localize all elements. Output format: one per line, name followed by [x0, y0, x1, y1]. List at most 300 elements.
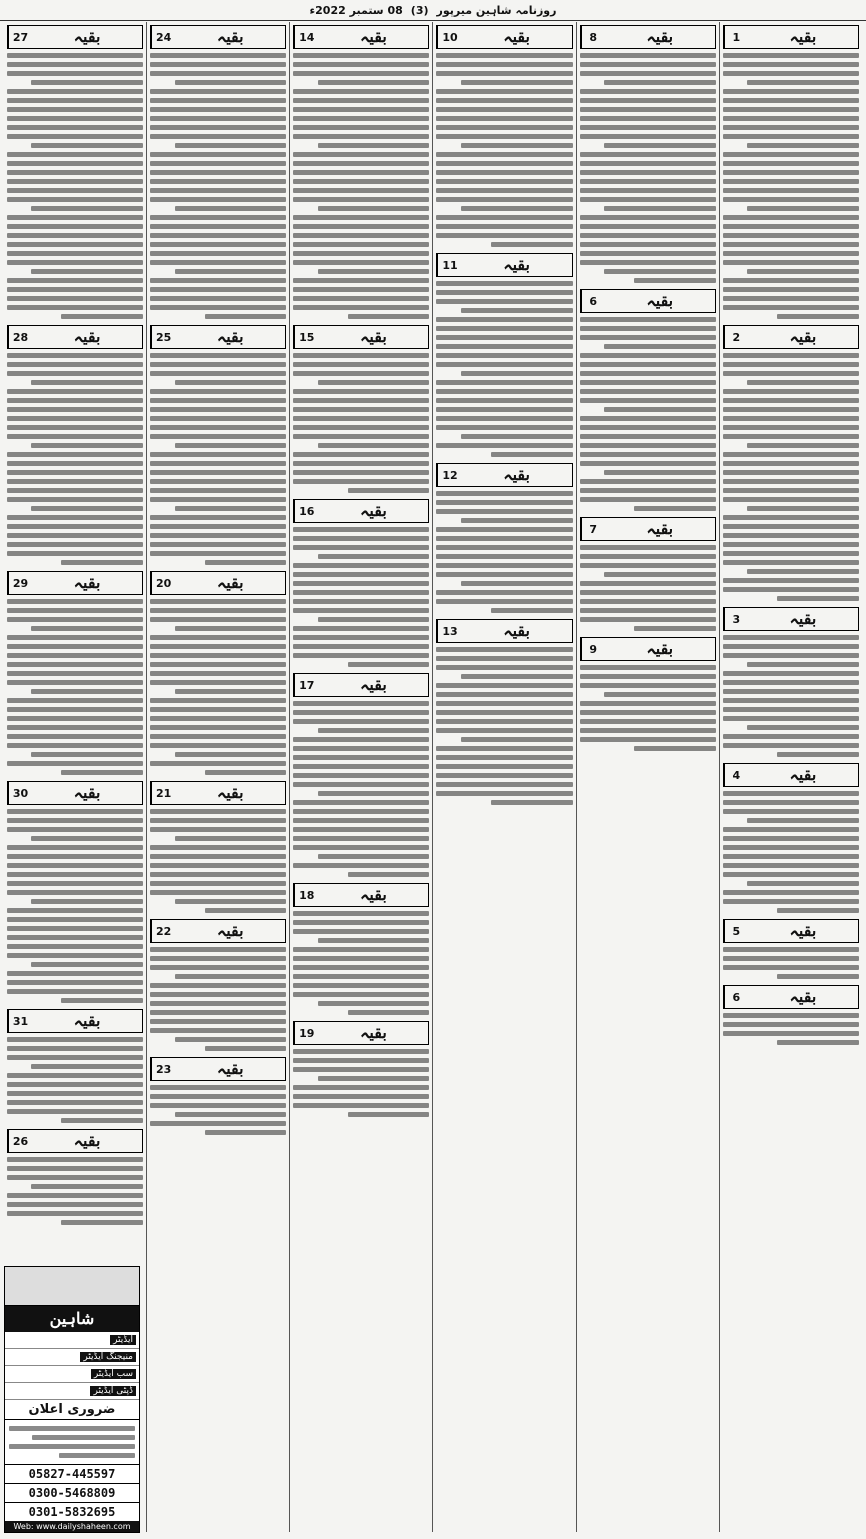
staff-row — [5, 1332, 139, 1349]
text-line — [436, 746, 572, 751]
text-line — [7, 287, 143, 292]
text-line — [461, 518, 573, 523]
text-line — [7, 488, 143, 493]
story-number: 13 — [437, 620, 461, 642]
text-line — [580, 98, 716, 103]
text-line — [150, 479, 286, 484]
text-line — [150, 260, 286, 265]
continuation-header — [723, 607, 859, 631]
text-line — [723, 653, 859, 658]
text-line — [723, 353, 859, 358]
text-line — [150, 698, 286, 703]
continuation-header — [293, 25, 429, 49]
text-line — [205, 1046, 287, 1051]
staff-row — [5, 1383, 139, 1400]
text-line — [150, 662, 286, 667]
text-line — [318, 80, 430, 85]
text-line — [150, 161, 286, 166]
text-line — [175, 206, 287, 211]
text-line — [150, 1019, 286, 1024]
story-number: 6 — [581, 290, 605, 312]
text-line — [348, 872, 430, 877]
text-line — [150, 71, 286, 76]
text-line — [150, 827, 286, 832]
text-line — [461, 581, 573, 586]
text-line — [723, 179, 859, 184]
text-line — [293, 53, 429, 58]
story-number: 25 — [151, 326, 175, 348]
text-line — [7, 635, 143, 640]
text-line — [7, 881, 143, 886]
text-line — [7, 371, 143, 376]
text-line — [436, 89, 572, 94]
text-line — [150, 818, 286, 823]
story — [436, 253, 572, 457]
text-line — [723, 533, 859, 538]
text-line — [318, 938, 430, 943]
text-line — [580, 728, 716, 733]
text-line — [150, 116, 286, 121]
text-line — [723, 854, 859, 859]
text-line — [436, 344, 572, 349]
continuation-label: بقیہ — [360, 27, 387, 46]
text-line — [31, 269, 143, 274]
text-line — [61, 560, 143, 565]
text-line — [150, 287, 286, 292]
text-line — [293, 983, 429, 988]
text-line — [293, 773, 429, 778]
text-line — [150, 956, 286, 961]
continuation-label: بقیہ — [216, 1059, 244, 1078]
story-number: 26 — [8, 1130, 32, 1152]
text-line — [293, 635, 429, 640]
text-line — [580, 335, 716, 340]
text-line — [348, 1112, 430, 1117]
text-line — [293, 1049, 429, 1054]
text-line — [580, 89, 716, 94]
text-line — [7, 407, 143, 412]
text-line — [747, 569, 859, 574]
story — [150, 25, 286, 319]
text-line — [7, 251, 143, 256]
text-line — [150, 1028, 286, 1033]
text-line — [318, 617, 430, 622]
text-line — [580, 251, 716, 256]
column-5 — [146, 22, 289, 1532]
text-line — [293, 452, 429, 457]
text-line — [7, 1091, 143, 1096]
text-line — [723, 890, 859, 895]
text-line — [436, 116, 572, 121]
text-line — [7, 1193, 143, 1198]
text-line — [436, 398, 572, 403]
text-line — [150, 608, 286, 613]
text-line — [150, 716, 286, 721]
text-line — [436, 98, 572, 103]
story-number: 28 — [8, 326, 32, 348]
text-line — [777, 314, 859, 319]
text-line — [634, 626, 716, 631]
text-line — [293, 911, 429, 916]
text-line — [293, 278, 429, 283]
text-line — [436, 692, 572, 697]
text-line — [723, 107, 859, 112]
text-line — [293, 98, 429, 103]
text-line — [723, 524, 859, 529]
text-line — [293, 836, 429, 841]
text-line — [7, 953, 143, 958]
text-line — [7, 1157, 143, 1162]
text-line — [318, 854, 430, 859]
text-line — [723, 260, 859, 265]
text-line — [318, 1076, 430, 1081]
text-line — [293, 125, 429, 130]
story — [436, 463, 572, 613]
text-line — [436, 701, 572, 706]
continuation-header — [723, 985, 859, 1009]
text-line — [436, 71, 572, 76]
paper-name: روزنامہ شاہین میرپور — [436, 3, 557, 17]
text-line — [150, 152, 286, 157]
masthead-ad-block — [4, 1266, 140, 1533]
story — [293, 25, 429, 319]
text-line — [150, 215, 286, 220]
text-line — [580, 554, 716, 559]
text-line — [436, 317, 572, 322]
column-1 — [719, 22, 862, 1532]
text-line — [580, 479, 716, 484]
text-line — [723, 899, 859, 904]
text-line — [747, 443, 859, 448]
text-line — [580, 497, 716, 502]
text-line — [150, 353, 286, 358]
text-line — [7, 89, 143, 94]
staff-role: سب ایڈیٹر — [91, 1369, 136, 1379]
text-line — [293, 362, 429, 367]
text-line — [436, 353, 572, 358]
text-line — [723, 371, 859, 376]
text-line — [150, 872, 286, 877]
text-line — [7, 515, 143, 520]
text-line — [7, 425, 143, 430]
continuation-header — [436, 619, 572, 643]
text-line — [7, 926, 143, 931]
story-number: 31 — [8, 1010, 32, 1032]
text-line — [150, 125, 286, 130]
text-line — [348, 1010, 430, 1015]
story-number: 20 — [151, 572, 175, 594]
text-line — [7, 497, 143, 502]
text-line — [723, 560, 859, 565]
text-line — [293, 755, 429, 760]
text-line — [580, 179, 716, 184]
text-line — [7, 125, 143, 130]
text-line — [150, 725, 286, 730]
story-number: 7 — [581, 518, 605, 540]
continuation-label: بقیہ — [360, 885, 387, 904]
story-number: 5 — [724, 920, 748, 942]
text-line — [436, 491, 572, 496]
text-line — [293, 719, 429, 724]
text-line — [604, 80, 716, 85]
text-line — [31, 689, 143, 694]
continuation-header — [580, 517, 716, 541]
text-line — [150, 761, 286, 766]
story-number: 23 — [151, 1058, 175, 1080]
continuation-header — [293, 1021, 429, 1045]
text-line — [7, 1166, 143, 1171]
phone-1: 05827-445597 — [5, 1464, 139, 1483]
text-line — [175, 689, 287, 694]
text-line — [436, 53, 572, 58]
text-line — [580, 581, 716, 586]
continuation-header — [150, 781, 286, 805]
text-line — [7, 62, 143, 67]
text-line — [293, 353, 429, 358]
text-line — [436, 161, 572, 166]
text-line — [436, 647, 572, 652]
text-line — [723, 635, 859, 640]
text-line — [747, 143, 859, 148]
text-line — [150, 233, 286, 238]
text-line — [318, 791, 430, 796]
text-line — [293, 398, 429, 403]
text-line — [7, 980, 143, 985]
continuation-label: بقیہ — [73, 1131, 101, 1150]
text-line — [491, 800, 573, 805]
story-number: 27 — [8, 26, 32, 48]
text-line — [205, 770, 287, 775]
text-line — [436, 509, 572, 514]
continuation-label: بقیہ — [789, 921, 817, 940]
text-line — [436, 281, 572, 286]
text-line — [7, 863, 143, 868]
text-line — [723, 644, 859, 649]
continuation-label: بقیہ — [216, 783, 244, 802]
text-line — [604, 692, 716, 697]
text-line — [293, 653, 429, 658]
story-number: 8 — [581, 26, 605, 48]
text-line — [7, 179, 143, 184]
text-line — [436, 290, 572, 295]
story — [293, 883, 429, 1015]
text-line — [723, 800, 859, 805]
text-line — [723, 125, 859, 130]
text-line — [723, 398, 859, 403]
continuation-header — [580, 289, 716, 313]
text-line — [436, 500, 572, 505]
text-line — [723, 809, 859, 814]
text-line — [7, 398, 143, 403]
continuation-label: بقیہ — [73, 783, 101, 802]
text-line — [436, 791, 572, 796]
story — [150, 919, 286, 1051]
text-line — [7, 1073, 143, 1078]
story-number: 11 — [437, 254, 461, 276]
text-line — [293, 371, 429, 376]
text-line — [293, 188, 429, 193]
continuation-label: بقیہ — [360, 675, 387, 694]
text-line — [436, 728, 572, 733]
text-line — [723, 116, 859, 121]
text-line — [150, 305, 286, 310]
text-line — [436, 170, 572, 175]
text-line — [723, 425, 859, 430]
text-line — [150, 644, 286, 649]
text-line — [150, 653, 286, 658]
continuation-header — [723, 919, 859, 943]
text-line — [436, 755, 572, 760]
text-line — [580, 443, 716, 448]
story — [723, 985, 859, 1045]
text-line — [150, 452, 286, 457]
text-line — [436, 683, 572, 688]
text-line — [723, 488, 859, 493]
text-line — [31, 380, 143, 385]
text-line — [436, 416, 572, 421]
text-line — [7, 827, 143, 832]
text-line — [150, 197, 286, 202]
text-line — [293, 827, 429, 832]
story — [150, 571, 286, 775]
text-line — [293, 389, 429, 394]
text-line — [150, 743, 286, 748]
text-line — [580, 188, 716, 193]
text-line — [318, 554, 430, 559]
text-line — [31, 206, 143, 211]
text-line — [293, 296, 429, 301]
text-line — [175, 626, 287, 631]
story — [580, 25, 716, 283]
text-line — [461, 143, 573, 148]
text-line — [7, 1175, 143, 1180]
text-line — [436, 215, 572, 220]
text-line — [436, 545, 572, 550]
text-line — [777, 752, 859, 757]
continuation-header — [293, 325, 429, 349]
text-line — [293, 599, 429, 604]
text-line — [150, 1010, 286, 1015]
ad-banner — [5, 1267, 139, 1306]
text-line — [436, 710, 572, 715]
text-line — [150, 278, 286, 283]
text-line — [293, 161, 429, 166]
website: Web: www.dailyshaheen.com — [5, 1521, 139, 1532]
story — [293, 499, 429, 667]
text-line — [150, 134, 286, 139]
text-line — [7, 872, 143, 877]
continuation-header — [7, 571, 143, 595]
story — [436, 619, 572, 805]
text-line — [7, 542, 143, 547]
continuation-header — [723, 25, 859, 49]
continuation-label: بقیہ — [789, 765, 817, 784]
story — [723, 325, 859, 601]
continuation-header — [436, 463, 572, 487]
text-line — [293, 956, 429, 961]
text-line — [348, 488, 430, 493]
continuation-label: بقیہ — [789, 27, 817, 46]
text-line — [723, 416, 859, 421]
text-line — [205, 1130, 287, 1135]
text-line — [723, 965, 859, 970]
text-line — [723, 497, 859, 502]
text-line — [175, 443, 287, 448]
staff-row — [5, 1366, 139, 1383]
text-line — [723, 134, 859, 139]
continuation-header — [7, 1009, 143, 1033]
text-line — [7, 260, 143, 265]
text-line — [7, 188, 143, 193]
text-line — [31, 899, 143, 904]
text-line — [348, 314, 430, 319]
text-line — [293, 470, 429, 475]
text-line — [150, 542, 286, 547]
text-line — [150, 107, 286, 112]
text-line — [580, 161, 716, 166]
text-line — [7, 452, 143, 457]
story-number: 24 — [151, 26, 175, 48]
story — [7, 1129, 143, 1225]
staff-list — [5, 1332, 139, 1400]
notice-title: ضروری اعلان — [5, 1400, 139, 1420]
text-line — [723, 587, 859, 592]
text-line — [7, 917, 143, 922]
text-line — [7, 716, 143, 721]
text-line — [436, 389, 572, 394]
text-line — [723, 452, 859, 457]
text-line — [205, 314, 287, 319]
continuation-label: بقیہ — [646, 291, 674, 310]
text-line — [150, 434, 286, 439]
text-line — [436, 719, 572, 724]
story — [150, 325, 286, 565]
text-line — [604, 206, 716, 211]
text-line — [7, 845, 143, 850]
text-line — [150, 965, 286, 970]
text-line — [150, 1103, 286, 1108]
text-line — [436, 362, 572, 367]
text-line — [580, 434, 716, 439]
story — [723, 919, 859, 979]
continuation-header — [7, 325, 143, 349]
text-line — [580, 590, 716, 595]
text-line — [580, 452, 716, 457]
text-line — [7, 935, 143, 940]
text-line — [293, 287, 429, 292]
text-line — [723, 389, 859, 394]
story-number: 29 — [8, 572, 32, 594]
continuation-label: بقیہ — [360, 1023, 387, 1042]
text-line — [436, 443, 572, 448]
continuation-label: بقیہ — [216, 573, 244, 592]
text-line — [150, 362, 286, 367]
text-line — [205, 908, 287, 913]
story-number: 12 — [437, 464, 461, 486]
text-line — [7, 533, 143, 538]
text-line — [604, 344, 716, 349]
paper-logo: شاہین — [5, 1306, 139, 1332]
text-line — [150, 551, 286, 556]
text-line — [150, 425, 286, 430]
text-line — [7, 1202, 143, 1207]
text-line — [293, 251, 429, 256]
text-line — [7, 743, 143, 748]
text-line — [580, 710, 716, 715]
text-line — [293, 590, 429, 595]
text-line — [580, 242, 716, 247]
text-line — [31, 506, 143, 511]
